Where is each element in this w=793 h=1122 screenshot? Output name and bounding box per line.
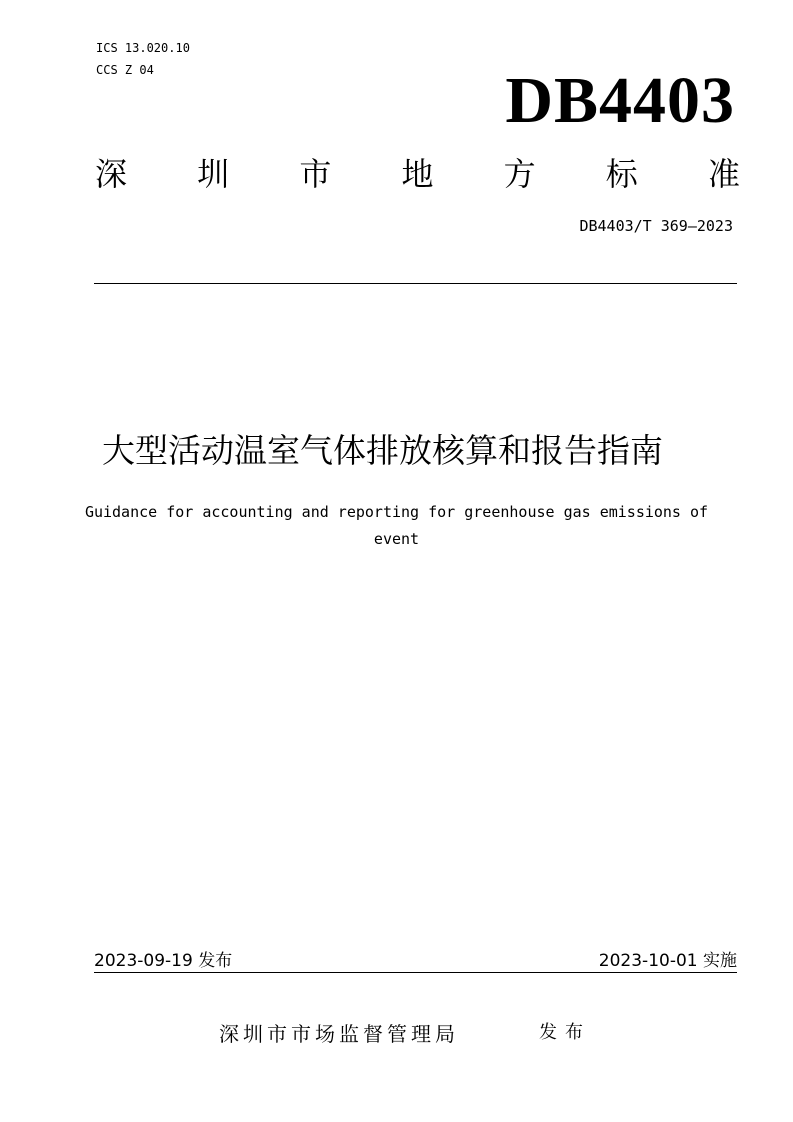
standard-code-large: DB4403	[505, 64, 735, 137]
issuer-name: 深圳市市场监督管理局	[219, 1022, 459, 1046]
ics-code: ICS 13.020.10	[96, 41, 190, 55]
dates-row	[94, 950, 737, 973]
standard-number: DB4403/T 369—2023	[579, 217, 733, 235]
document-title-cn	[0, 428, 793, 474]
standard-type-char: 准	[707, 155, 740, 193]
implement-date: 2023-10-01 实施	[598, 951, 737, 971]
standard-type-char: 圳	[197, 155, 230, 193]
standard-type-char: 深	[95, 155, 128, 193]
standard-type-char: 市	[299, 155, 332, 193]
issuer-action: 发布	[539, 1022, 591, 1043]
ccs-code: CCS Z 04	[96, 63, 154, 77]
standard-type-heading	[95, 152, 740, 196]
standard-type-char: 标	[605, 155, 638, 193]
standard-type-char: 方	[503, 155, 536, 193]
document-title-en: Guidance for accounting and reporting for greenhouse gas emissions of event	[84, 503, 709, 548]
header-divider	[94, 283, 737, 284]
standard-type-char: 地	[401, 155, 434, 193]
publish-date: 2023-09-19 发布	[94, 951, 233, 971]
document-title-cn-text: 大型活动温室气体排放核算和报告指南	[102, 431, 663, 470]
